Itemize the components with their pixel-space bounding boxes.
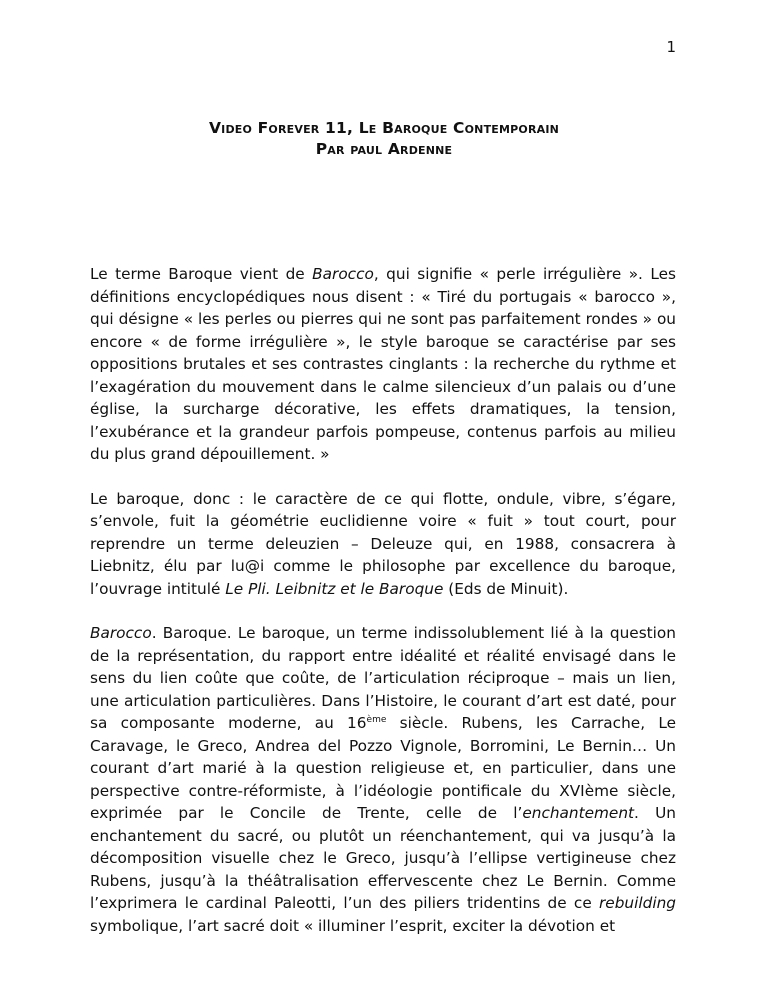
page-number: 1 <box>666 38 676 56</box>
text-run: (Eds de Minuit). <box>443 579 569 598</box>
italic-term: Barocco <box>312 265 374 283</box>
book-title: Le Pli. Leibnitz et le Baroque <box>225 579 444 598</box>
italic-term: rebuilding <box>599 894 676 912</box>
title-line-1: Video Forever 11, Le Baroque Contemporain <box>208 119 560 137</box>
paragraph-1 <box>90 263 676 466</box>
document-body <box>90 263 676 959</box>
text-run: Le baroque, donc : le caractère de ce qui flotte, ondule, vibre, s’égare, s’envole, fuit la géométrie euclidienne voire « fuit » tout court, pour reprendre un terme deleuzien – Deleuze qui, en 1988, consacrera à Liebnitz, élu par lu@i comme le philosophe par excellence du baroque, l’ouvrage intitulé <box>90 489 676 598</box>
paragraph-3 <box>90 622 676 937</box>
paragraph-2 <box>90 488 676 601</box>
text-run: , qui signifie « perle irrégulière ». Les définitions encyclopédiques nous disent : « Tiré du portugais « barocco », qui désigne « les perles ou pierres qui ne sont pas parfaitement rondes » ou encore « de forme irrégulière », le style baroque se caractérise par ses oppositions brutales et ses contrastes cinglants : la recherche du rythme et l’exagération du mouvement dans le calme silencieux d’un palais ou d’une église, la surcharge décorative, les effets dramatiques, la tension, l’exubérance et la grandeur parfois pompeuse, contenus parfois au milieu du plus grand dépouillement. » <box>90 265 676 463</box>
text-run: Le terme Baroque vient de <box>90 265 313 283</box>
text-run: siècle. Rubens, les Carrache, Le Caravage, le Greco, Andrea del Pozzo Vignole, Borromini, Le Bernin… Un courant d’art marié à la question religieuse et, en particulier, dans une perspective contre-réformiste, à l’idéologie pontificale du XVIème siècle, exprimée par le Concile de Trente, celle de l’ <box>90 714 676 822</box>
title-line-2: Par paul Ardenne <box>315 140 453 158</box>
superscript: ème <box>366 715 387 725</box>
document-title <box>0 118 768 160</box>
italic-term: enchantement <box>522 804 635 822</box>
text-run: . Baroque. Le baroque, un terme indissolublement lié à la question de la représentation, du rapport entre idéalité et réalité envisagé dans le sens du lien coûte que coûte, de l’articulation réciproque – mais un lien, une articulation particulières. Dans l’Histoire, le courant d’art est daté, pour sa composante moderne, au 16 <box>90 624 676 732</box>
text-run: symbolique, l’art sacré doit « illuminer l’esprit, exciter la dévotion et <box>90 916 616 935</box>
italic-term: Barocco <box>90 624 152 642</box>
text-run: . Un enchantement du sacré, ou plutôt un réenchantement, qui va jusqu’à la décomposition visuelle chez le Greco, jusqu’à l’ellipse vertigineuse chez Rubens, jusqu’à la théâtralisation effervescente chez Le Bernin. Comme l’exprimera le cardinal Paleotti, l’un des piliers tridentins de ce <box>90 804 676 912</box>
